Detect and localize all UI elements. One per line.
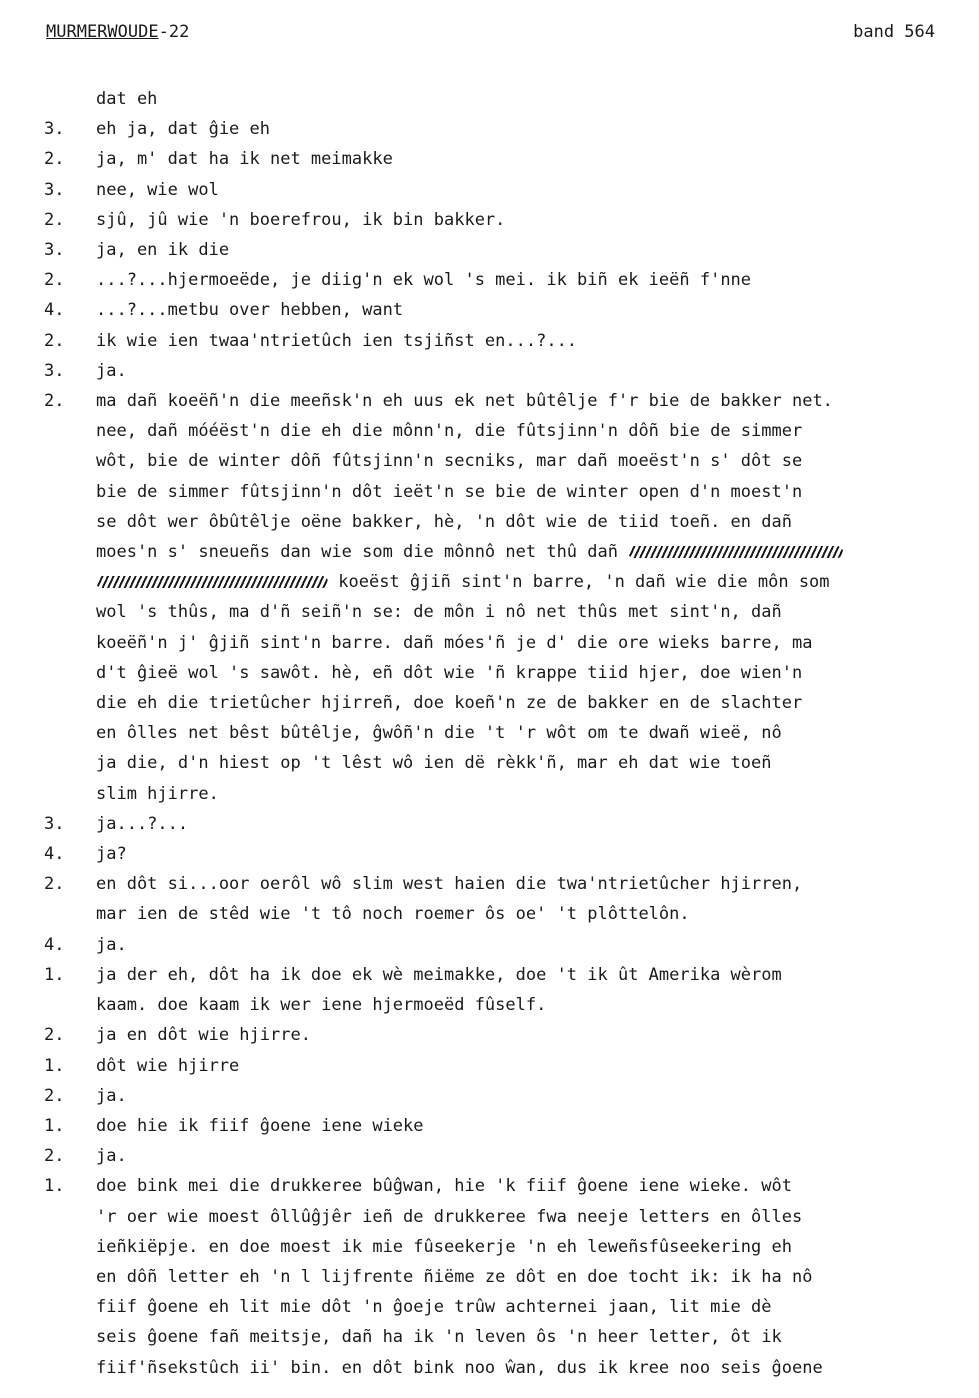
transcript-line <box>44 295 969 325</box>
line-text-content: en ôlles net bêst bûtêlje, ĝwôñ'n die 't 'r wôt om te dwañ wieë, nô <box>96 723 782 744</box>
speaker-number <box>44 567 96 597</box>
line-text-content: wol 's thûs, ma d'ñ seiñ'n se: de môn i nô net thûs met sint'n, dañ <box>96 602 782 623</box>
speaker-number: 2. <box>44 1085 65 1106</box>
speaker-number: 3. <box>44 360 65 381</box>
line-text <box>96 748 969 778</box>
line-text <box>96 84 969 114</box>
transcript-line <box>44 718 969 748</box>
line-text-content: koeëst ĝjiñ sint'n barre, 'n dañ wie die môn som <box>338 572 830 593</box>
speaker-number <box>44 537 96 567</box>
line-text <box>96 1353 969 1383</box>
speaker-number <box>44 658 96 688</box>
tape-number: band 564 <box>853 22 935 42</box>
line-text <box>96 1202 969 1232</box>
page-number: -22 <box>158 22 190 42</box>
line-text-content: ja? <box>96 844 127 865</box>
line-text <box>96 1322 969 1352</box>
transcript-line <box>44 1292 969 1322</box>
line-text <box>96 1232 969 1262</box>
speaker-number: 2. <box>44 209 65 230</box>
transcript-line <box>44 628 969 658</box>
line-text-content: ja, en ik die <box>96 240 230 261</box>
speaker-number <box>44 1292 96 1322</box>
line-text-content: ja. <box>96 1085 127 1106</box>
line-text-content: ja. <box>96 1146 127 1167</box>
line-text <box>96 628 969 658</box>
line-text <box>96 265 969 295</box>
line-text-content: ...?...hjermoeëde, je diig'n ek wol 's mei. ik biñ ek ieëñ f'nne <box>96 270 752 291</box>
line-text <box>96 1020 969 1050</box>
speaker-number: 3. <box>44 813 65 834</box>
line-text <box>96 899 969 929</box>
speaker-number <box>44 84 96 114</box>
transcript-line <box>44 1202 969 1232</box>
transcript-line <box>44 175 969 205</box>
line-text <box>96 356 969 386</box>
line-text-content: eh ja, dat ĝie eh <box>96 119 270 140</box>
document-header-title <box>46 22 189 42</box>
speaker-number <box>44 507 96 537</box>
line-text <box>96 507 969 537</box>
place-name: MURMERWOUDE <box>46 22 159 42</box>
line-text-content: ja. <box>96 934 127 955</box>
line-text-content: ...?...metbu over hebben, want <box>96 300 404 321</box>
line-text <box>96 326 969 356</box>
line-text-content: nee, wie wol <box>96 179 219 200</box>
line-text-content: ja, m' dat ha ik net meimakke <box>96 149 393 170</box>
transcript-line <box>44 1081 969 1111</box>
transcript-line <box>44 416 969 446</box>
speaker-number <box>44 477 96 507</box>
transcript-line <box>44 1141 969 1171</box>
speaker-number: 2. <box>44 1025 65 1046</box>
transcript-line <box>44 356 969 386</box>
line-text-content: doe hie ik fiif ĝoene iene wieke <box>96 1115 424 1136</box>
transcript-line <box>44 205 969 235</box>
line-text-content: doe bink mei die drukkeree bûĝwan, hie 'k fiif ĝoene iene wieke. wôt <box>96 1176 792 1197</box>
transcript-line <box>44 567 969 597</box>
line-text-content: moes'n s' sneueñs dan wie som die mônnô net thû dañ <box>96 542 618 563</box>
line-text-content: wôt, bie de winter dôñ fûtsjinn'n secniks, mar dañ moeëst'n s' dôt se <box>96 451 803 472</box>
speaker-number: 3. <box>44 179 65 200</box>
line-text <box>96 930 969 960</box>
line-text-content: koeëñ'n j' ĝjiñ sint'n barre. dañ móes'ñ je d' die ore wieks barre, ma <box>96 632 813 653</box>
line-text <box>96 658 969 688</box>
crossed-out-text <box>628 546 843 558</box>
transcript-line <box>44 114 969 144</box>
line-text <box>96 205 969 235</box>
transcript-line <box>44 1171 969 1201</box>
speaker-number <box>44 1232 96 1262</box>
line-text <box>96 537 969 567</box>
line-text <box>96 1292 969 1322</box>
speaker-number: 2. <box>44 330 65 351</box>
transcript-line <box>44 1020 969 1050</box>
line-text <box>96 1262 969 1292</box>
line-text-content: bie de simmer fûtsjinn'n dôt ieët'n se bie de winter open d'n moest'n <box>96 481 803 502</box>
transcript-line <box>44 265 969 295</box>
speaker-number <box>44 416 96 446</box>
transcript-line <box>44 1262 969 1292</box>
line-text-content: ja en dôt wie hjirre. <box>96 1025 311 1046</box>
speaker-number: 2. <box>44 391 65 412</box>
speaker-number: 1. <box>44 1115 65 1136</box>
line-text-content: en dôt si...oor oerôl wô slim west haien die twa'ntrietûcher hjirren, <box>96 874 803 895</box>
speaker-number <box>44 779 96 809</box>
transcript-line <box>44 326 969 356</box>
line-text-content: ik wie ien twaa'ntrietûch ien tsjiñst en...?... <box>96 330 578 351</box>
speaker-number: 4. <box>44 934 65 955</box>
line-text <box>96 597 969 627</box>
line-text <box>96 1081 969 1111</box>
transcript-line <box>44 235 969 265</box>
line-text-content: fiif'ñsekstûch ii' bin. en dôt bink noo ŵan, dus ik kree noo seis ĝoene <box>96 1357 823 1378</box>
transcript-line <box>44 507 969 537</box>
line-text <box>96 1111 969 1141</box>
line-text <box>96 1171 969 1201</box>
line-text-content: 'r oer wie moest ôllûĝjêr ieñ de drukkeree fwa neeje letters en ôlles <box>96 1206 803 1227</box>
line-text <box>96 1141 969 1171</box>
line-text-content: ja die, d'n hiest op 't lêst wô ien dë rèkk'ñ, mar eh dat wie toeñ <box>96 753 772 774</box>
speaker-number <box>44 1202 96 1232</box>
line-text <box>96 1051 969 1081</box>
transcript-body <box>44 84 969 1383</box>
transcript-line <box>44 839 969 869</box>
line-text-content: ja der eh, dôt ha ik doe ek wè meimakke, doe 't ik ût Amerika wèrom <box>96 964 782 985</box>
line-text-content: slim hjirre. <box>96 783 219 804</box>
line-text-content: se dôt wer ôbûtêlje oëne bakker, hè, 'n dôt wie de tiid toeñ. en dañ <box>96 511 792 532</box>
line-text-content: ieñkiëpje. en doe moest ik mie fûseekerje 'n eh leweñsfûseekering eh <box>96 1236 792 1257</box>
line-text-content: ma dañ koeëñ'n die meeñsk'n eh uus ek net bûtêlje f'r bie de bakker net. <box>96 391 833 412</box>
speaker-number <box>44 688 96 718</box>
speaker-number <box>44 446 96 476</box>
speaker-number: 2. <box>44 1146 65 1167</box>
speaker-number: 1. <box>44 964 65 985</box>
transcript-line <box>44 869 969 899</box>
line-text <box>96 839 969 869</box>
transcript-line <box>44 597 969 627</box>
speaker-number <box>44 1322 96 1352</box>
line-text <box>96 235 969 265</box>
line-text <box>96 144 969 174</box>
transcript-line <box>44 779 969 809</box>
speaker-number: 4. <box>44 300 65 321</box>
line-text <box>96 416 969 446</box>
speaker-number: 1. <box>44 1176 65 1197</box>
transcript-line <box>44 144 969 174</box>
line-text <box>96 718 969 748</box>
speaker-number <box>44 718 96 748</box>
line-text <box>96 688 969 718</box>
speaker-number <box>44 628 96 658</box>
speaker-number: 3. <box>44 240 65 261</box>
speaker-number: 2. <box>44 270 65 291</box>
speaker-number: 1. <box>44 1055 65 1076</box>
line-text-content: ja. <box>96 360 127 381</box>
line-text <box>96 295 969 325</box>
line-text <box>96 386 969 416</box>
speaker-number: 2. <box>44 874 65 895</box>
speaker-number: 3. <box>44 119 65 140</box>
transcript-line <box>44 658 969 688</box>
line-text-content: dat eh <box>96 89 158 109</box>
line-text <box>96 114 969 144</box>
line-text-content: nee, dañ móéëst'n die eh die mônn'n, die fûtsjinn'n dôñ bie de simmer <box>96 421 803 442</box>
transcript-line <box>44 446 969 476</box>
transcript-line <box>44 1353 969 1383</box>
line-text-content: kaam. doe kaam ik wer iene hjermoeëd fûself. <box>96 995 547 1016</box>
line-text <box>96 567 969 597</box>
line-text <box>96 446 969 476</box>
line-text-content: ja...?... <box>96 813 189 834</box>
line-text-content: sjû, jû wie 'n boerefrou, ik bin bakker. <box>96 209 506 230</box>
transcript-line <box>44 537 969 567</box>
line-text <box>96 869 969 899</box>
transcript-line <box>44 1051 969 1081</box>
transcript-line <box>44 477 969 507</box>
speaker-number <box>44 1353 96 1383</box>
transcript-line <box>44 990 969 1020</box>
transcript-line <box>44 688 969 718</box>
transcript-line <box>44 809 969 839</box>
line-text <box>96 990 969 1020</box>
speaker-number <box>44 748 96 778</box>
crossed-out-text <box>96 576 328 588</box>
line-text <box>96 960 969 990</box>
line-text <box>96 175 969 205</box>
line-text <box>96 809 969 839</box>
line-text-content: mar ien de stêd wie 't tô noch roemer ôs oe' 't plôttelôn. <box>96 904 690 925</box>
transcript-line <box>44 748 969 778</box>
line-text-content: fiif ĝoene eh lit mie dôt 'n ĝoeje trûw achternei jaan, lit mie dè <box>96 1297 772 1318</box>
transcript-line <box>44 960 969 990</box>
transcript-line <box>44 1322 969 1352</box>
speaker-number: 4. <box>44 844 65 865</box>
transcript-line <box>44 899 969 929</box>
transcript-line <box>44 386 969 416</box>
line-text-content: d't ĝieë wol 's sawôt. hè, eñ dôt wie 'ñ krappe tiid hjer, doe wien'n <box>96 662 803 683</box>
line-text-content: die eh die trietûcher hjirreñ, doe koeñ'n ze de bakker en de slachter <box>96 693 803 714</box>
speaker-number: 2. <box>44 149 65 170</box>
speaker-number <box>44 597 96 627</box>
speaker-number <box>44 1262 96 1292</box>
speaker-number <box>44 990 96 1020</box>
speaker-number <box>44 899 96 929</box>
line-text-content: seis ĝoene fañ meitsje, dañ ha ik 'n leven ôs 'n heer letter, ôt ik <box>96 1327 782 1348</box>
transcript-line <box>44 1232 969 1262</box>
line-text-content: en dôñ letter eh 'n l lijfrente ñiëme ze dôt en doe tocht ik: ik ha nô <box>96 1266 813 1287</box>
line-text <box>96 477 969 507</box>
line-text-content: dôt wie hjirre <box>96 1055 240 1076</box>
transcript-line <box>44 930 969 960</box>
line-text <box>96 779 969 809</box>
transcript-line <box>44 84 969 114</box>
transcript-line <box>44 1111 969 1141</box>
